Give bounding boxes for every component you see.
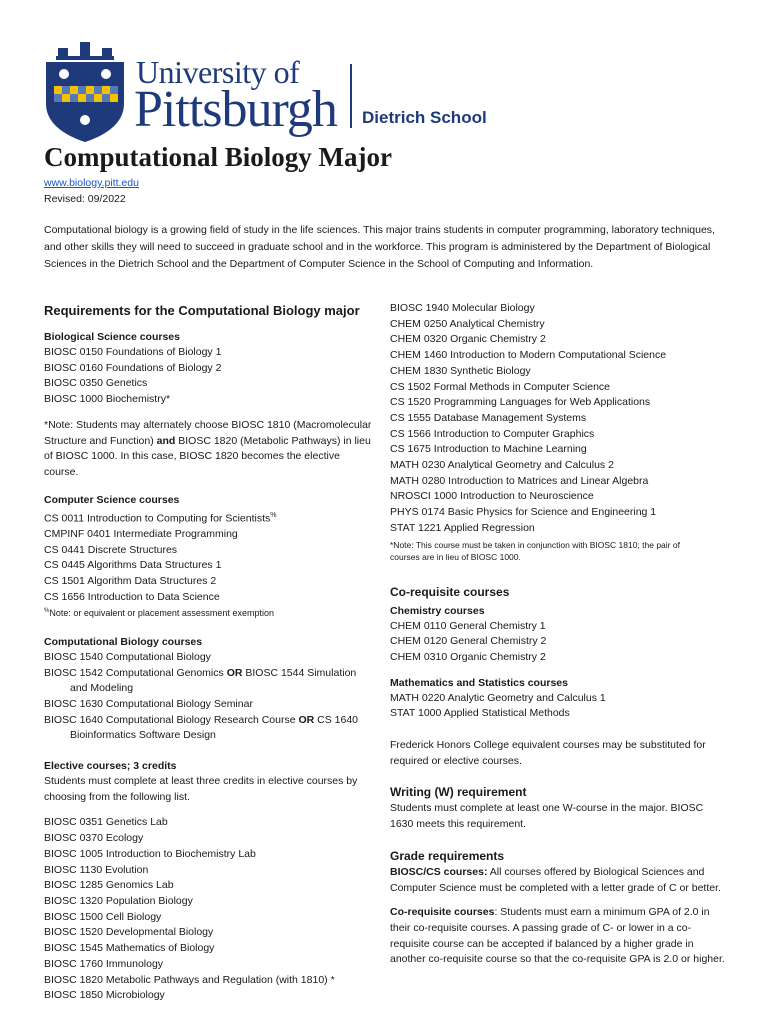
requirements-heading: Requirements for the Computational Biology major bbox=[44, 303, 360, 318]
math-heading: Mathematics and Statistics courses bbox=[390, 676, 568, 689]
grade-coreq-text bbox=[390, 905, 730, 968]
bio-note-and: and bbox=[156, 434, 176, 447]
list-item: CS 1656 Introduction to Data Science bbox=[44, 590, 220, 603]
compbio-course-list bbox=[44, 650, 384, 744]
bio-note bbox=[44, 418, 372, 481]
list-item: MATH 0220 Analytic Geometry and Calculus 1 bbox=[390, 691, 606, 704]
list-item: CHEM 0310 Organic Chemistry 2 bbox=[390, 650, 546, 663]
cs-heading: Computer Science courses bbox=[44, 493, 180, 506]
honors-note: Frederick Honors College equivalent courses may be substituted for required or elective courses. bbox=[390, 739, 706, 767]
coreq-heading: Co-requisite courses bbox=[390, 584, 510, 599]
compbio-c4-or: OR bbox=[298, 713, 315, 726]
list-item bbox=[44, 666, 384, 682]
list-item: CMPINF 0401 Intermediate Programming bbox=[44, 527, 238, 540]
list-item: BIOSC 1545 Mathematics of Biology bbox=[44, 942, 215, 955]
list-item: CS 1502 Formal Methods in Computer Science bbox=[390, 380, 611, 393]
grade-heading: Grade requirements bbox=[390, 848, 505, 863]
list-item: CS 1555 Database Management Systems bbox=[390, 411, 587, 424]
list-item: BIOSC 0150 Foundations of Biology 1 bbox=[44, 346, 222, 358]
compbio-heading: Computational Biology courses bbox=[44, 635, 203, 648]
cs-note bbox=[44, 605, 384, 620]
list-item: BIOSC 1520 Developmental Biology bbox=[44, 926, 214, 939]
chem-course-list bbox=[390, 619, 735, 666]
list-item-continued: Bioinformatics Software Design bbox=[70, 729, 216, 742]
compbio-c2-or: OR bbox=[226, 666, 243, 679]
list-item: CS 1566 Introduction to Computer Graphics bbox=[390, 427, 595, 440]
cs-course-list bbox=[44, 508, 384, 606]
bio-heading: Biological Science courses bbox=[44, 331, 180, 343]
elective-heading: Elective courses; 3 credits bbox=[44, 760, 177, 773]
list-item: MATH 0280 Introduction to Matrices and Linear Algebra bbox=[390, 474, 649, 487]
cs-note-text: Note: or equivalent or placement assessment exemption bbox=[49, 608, 274, 619]
pitt-logo bbox=[44, 42, 504, 142]
compbio-c2a: BIOSC 1542 Computational Genomics bbox=[44, 666, 227, 679]
list-item: STAT 1221 Applied Regression bbox=[390, 521, 535, 534]
list-item: BIOSC 1820 Metabolic Pathways and Regulation (with 1810) * bbox=[44, 973, 335, 986]
cs-course-0-mark: % bbox=[270, 511, 277, 519]
compbio-c4b: CS 1640 bbox=[314, 713, 358, 726]
list-item: MATH 0230 Analytical Geometry and Calculus 2 bbox=[390, 459, 614, 472]
wordmark-university: University of bbox=[136, 54, 300, 90]
list-item: CS 0441 Discrete Structures bbox=[44, 543, 178, 556]
list-item: CHEM 0110 General Chemistry 1 bbox=[390, 619, 546, 632]
wordmark-pittsburgh: Pittsburgh bbox=[134, 81, 337, 138]
elective-note: *Note: This course must be taken in conjunction with BIOSC 1810; the pair of courses are in lieu of BIOSC 1000. bbox=[390, 539, 680, 563]
list-item-continued: and Modeling bbox=[70, 682, 134, 695]
list-item: CHEM 1830 Synthetic Biology bbox=[390, 364, 531, 377]
pitt-shield-icon bbox=[44, 42, 126, 142]
list-item: BIOSC 1005 Introduction to Biochemistry Lab bbox=[44, 847, 256, 860]
list-item: CS 1501 Algorithm Data Structures 2 bbox=[44, 574, 217, 587]
list-item: CS 0445 Algorithms Data Structures 1 bbox=[44, 559, 222, 572]
list-item: CHEM 0320 Organic Chemistry 2 bbox=[390, 333, 546, 346]
list-item: CHEM 0120 General Chemistry 2 bbox=[390, 635, 547, 648]
revised-date: Revised: 09/2022 bbox=[44, 193, 126, 205]
page-title: Computational Biology Major bbox=[44, 142, 392, 172]
list-item: PHYS 0174 Basic Physics for Science and Engineering 1 bbox=[390, 506, 657, 519]
bio-course-list bbox=[44, 345, 384, 408]
cs-course-0: CS 0011 Introduction to Computing for Scientists bbox=[44, 512, 271, 525]
writing-heading: Writing (W) requirement bbox=[390, 785, 527, 800]
list-item bbox=[44, 713, 384, 729]
list-item: BIOSC 1540 Computational Biology bbox=[44, 650, 211, 663]
math-course-list bbox=[390, 691, 735, 722]
list-item: BIOSC 1285 Genomics Lab bbox=[44, 879, 174, 892]
list-item: CHEM 0250 Analytical Chemistry bbox=[390, 317, 545, 330]
list-item: BIOSC 0351 Genetics Lab bbox=[44, 816, 168, 829]
list-item: BIOSC 1130 Evolution bbox=[44, 863, 149, 876]
list-item: NROSCI 1000 Introduction to Neuroscience bbox=[390, 490, 594, 503]
right-column bbox=[390, 301, 735, 968]
intro-paragraph: Computational biology is a growing field of study in the life sciences. This major trains students in computer programming, laboratory techniques, and other skills they will need to succeed in graduate school and in the workforce. This program is administered by the Department of Biological Sciences in the Dietrich School and the Department of Computer Science in the School of Computing and Information. bbox=[44, 224, 715, 270]
bio-note-part1: *Note: Students may alternately choose BIOSC 1810 (Macromolecular Structure and Function) bbox=[44, 418, 372, 447]
compbio-c4a: BIOSC 1640 Computational Biology Research Course bbox=[44, 713, 299, 726]
list-item: BIOSC 1320 Population Biology bbox=[44, 894, 193, 907]
grade-bio-body: All courses offered by Biological Sciences and Computer Science must be completed with a letter grade of C or better. bbox=[390, 865, 721, 894]
grade-coreq-label: Co-requisite courses bbox=[390, 906, 495, 919]
grade-coreq-body: : Students must earn a minimum GPA of 2.0 in their co-requisite courses. A passing grade of C- or lower in a co-requisite course can be accepted if balanced by a higher grade in another co-requisite course so that the co-requisite GPA is 2.0 or higher. bbox=[390, 906, 725, 966]
elective-course-list bbox=[44, 815, 384, 1003]
list-item: BIOSC 1500 Cell Biology bbox=[44, 910, 162, 923]
list-item: BIOSC 0370 Ecology bbox=[44, 832, 144, 845]
requirements-column bbox=[44, 302, 384, 1004]
grade-bio-text bbox=[390, 865, 730, 896]
list-item: BIOSC 1000 Biochemistry* bbox=[44, 393, 171, 406]
list-item: BIOSC 1940 Molecular Biology bbox=[390, 302, 535, 314]
chem-heading: Chemistry courses bbox=[390, 604, 485, 617]
list-item bbox=[44, 508, 384, 527]
elective-continued-list bbox=[390, 301, 735, 537]
cs-note-mark: % bbox=[44, 608, 50, 615]
list-item: CS 1520 Programming Languages for Web Applications bbox=[390, 396, 651, 409]
logo-divider bbox=[350, 64, 352, 128]
elective-description: Students must complete at least three credits in elective courses by choosing from the following list. bbox=[44, 775, 358, 803]
list-item: STAT 1000 Applied Statistical Methods bbox=[390, 707, 570, 720]
list-item: CHEM 1460 Introduction to Modern Computational Science bbox=[390, 349, 667, 362]
bio-note-part2: BIOSC 1820 (Metabolic Pathways) in lieu of BIOSC 1000. In this case, BIOSC 1820 becomes the elective course. bbox=[44, 434, 371, 478]
website-link[interactable]: www.biology.pitt.edu bbox=[44, 177, 139, 189]
list-item: BIOSC 1630 Computational Biology Seminar bbox=[44, 697, 253, 710]
grade-bio-label: BIOSC/CS courses: bbox=[390, 865, 488, 878]
list-item: BIOSC 0160 Foundations of Biology 2 bbox=[44, 361, 222, 374]
list-item: BIOSC 1850 Microbiology bbox=[44, 989, 165, 1002]
list-item: BIOSC 0350 Genetics bbox=[44, 377, 148, 390]
school-name: Dietrich School bbox=[362, 108, 487, 127]
writing-text: Students must complete at least one W-course in the major. BIOSC 1630 meets this requirement. bbox=[390, 802, 704, 831]
list-item: CS 1675 Introduction to Machine Learning bbox=[390, 443, 587, 456]
list-item: BIOSC 1760 Immunology bbox=[44, 957, 164, 970]
compbio-c2b: BIOSC 1544 Simulation bbox=[242, 666, 357, 679]
